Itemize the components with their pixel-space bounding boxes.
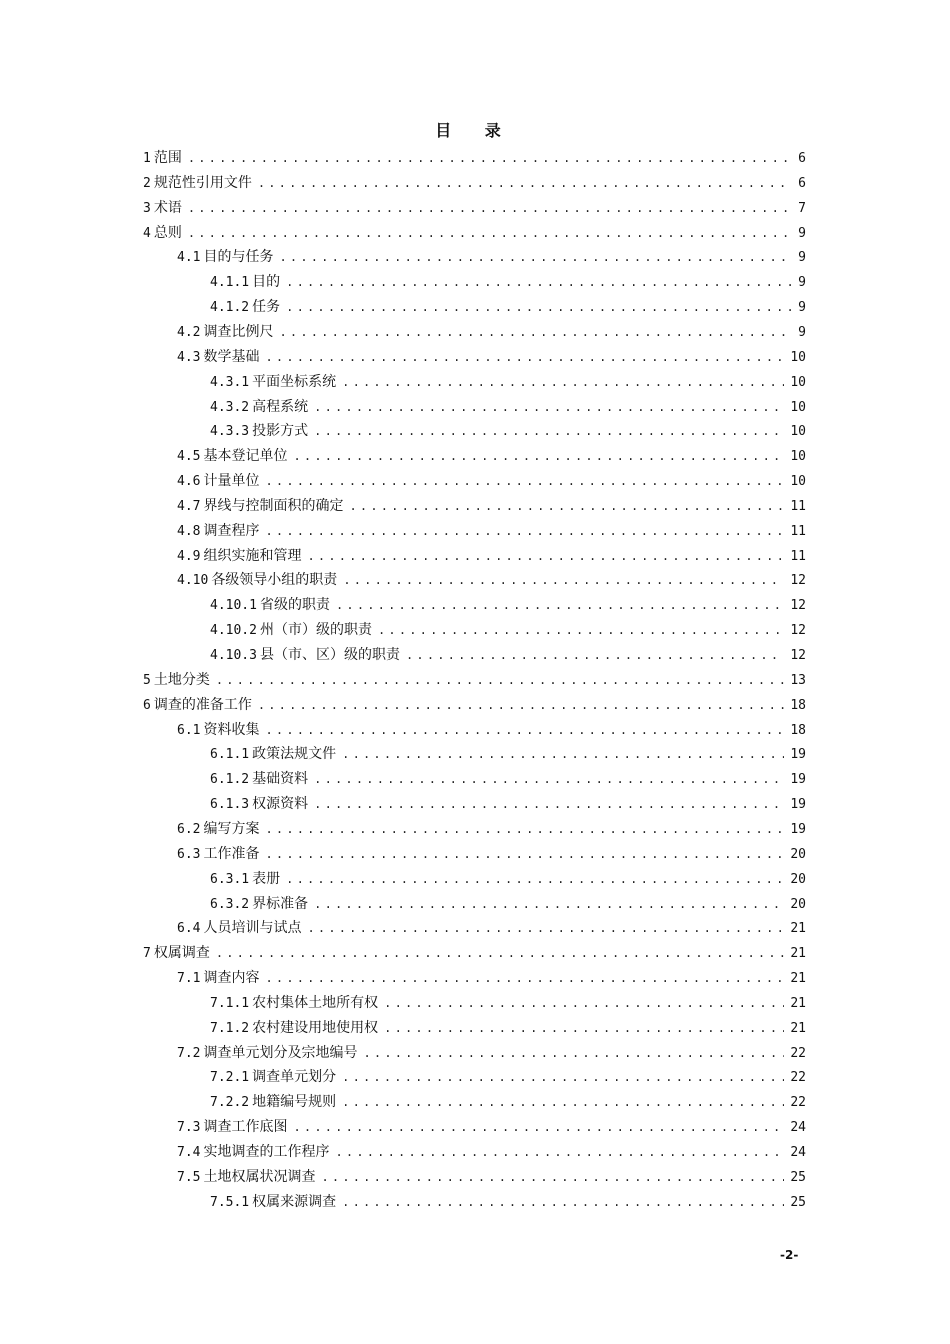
toc-entry-label: 调查比例尺 [203,323,274,340]
toc-entry-label: 任务 [252,299,281,316]
toc-entry-number: 7.3 [177,1120,201,1136]
toc-entry-number: 4.6 [177,474,201,490]
toc-entry-page: 22 [790,1045,806,1061]
toc-entry-number: 6.1.3 [210,797,250,813]
toc-entry-number: 7.1 [177,971,201,987]
toc-entry-number: 4.10.3 [210,648,257,663]
toc-entry[interactable] [177,817,806,841]
toc-entry[interactable] [210,1016,806,1040]
toc-entry-page: 18 [790,722,806,738]
toc-entry-page: 12 [790,598,806,614]
toc-entry-number: 4.3.3 [210,424,250,440]
toc-entry-label: 计量单位 [203,473,260,490]
toc-entry-number: 6.3.1 [210,871,250,887]
toc-entry-label: 调查单元划分及宗地编号 [203,1044,358,1061]
toc-entry-page: 24 [790,1120,806,1136]
toc-entry-page: 19 [790,797,806,813]
toc-entry-label: 土地权属状况调查 [203,1168,316,1185]
toc-leader-dots [258,693,785,717]
toc-entry-label: 州（市）级的职责 [259,622,372,639]
toc-entry[interactable] [210,270,806,294]
toc-entry[interactable] [210,767,806,791]
toc-entry-number: 6.1.2 [210,772,250,788]
toc-entry-number: 5 [143,672,151,688]
toc-entry[interactable] [210,395,806,419]
toc-entry-page: 13 [790,672,806,688]
toc-entry[interactable] [177,966,806,990]
toc-entry-number: 4.10.1 [210,598,257,614]
toc-entry-label: 人员培训与试点 [203,920,302,937]
toc-leader-dots [286,867,784,891]
toc-leader-dots [265,345,784,369]
toc-entry[interactable] [143,221,806,245]
toc-entry-page: 10 [790,399,806,415]
toc-leader-dots [188,196,792,220]
toc-leader-dots [307,544,784,568]
toc-entry-label: 编写方案 [203,820,260,837]
toc-entry-number: 4.1.2 [210,300,250,316]
toc-entry-number: 4.7 [177,498,201,514]
toc-entry-label: 目的 [252,274,281,291]
toc-entry-page: 21 [790,1020,806,1036]
toc-entry-label: 数学基础 [203,348,260,365]
toc-entry-label: 目的与任务 [203,249,274,266]
toc-entry-page: 19 [790,772,806,788]
toc-leader-dots [265,817,784,841]
toc-leader-dots [307,916,784,940]
toc-entry-label: 实地调查的工作程序 [203,1144,330,1160]
toc-entry-number: 7.2.2 [210,1095,250,1111]
toc-leader-dots [265,519,784,543]
toc-entry-page: 22 [790,1070,806,1086]
toc-entry-number: 4.9 [177,548,201,564]
toc-entry-page: 20 [790,896,806,912]
toc-entry[interactable] [177,718,806,742]
toc-entry-page: 6 [798,151,806,166]
toc-entry-number: 4.10 [177,573,209,589]
toc-leader-dots [265,718,784,742]
toc-entry-label: 基本登记单位 [203,448,288,465]
toc-leader-dots [216,941,785,965]
toc-leader-dots [342,1190,784,1214]
toc-entry[interactable] [143,171,806,195]
toc-entry-page: 21 [790,946,806,962]
toc-entry-label: 省级的职责 [259,597,330,614]
toc-entry-number: 4.3 [177,349,201,365]
toc-entry-page: 10 [790,349,806,365]
toc-entry-label: 投影方式 [252,423,309,440]
toc-entry-page: 9 [798,225,806,241]
toc-entry-page: 21 [790,921,806,937]
toc-leader-dots [188,146,792,170]
toc-entry-number: 2 [143,175,151,191]
toc-leader-dots [335,1140,784,1164]
toc-entry-page: 11 [790,498,806,514]
toc-entry[interactable] [210,295,806,319]
toc-entry[interactable] [143,941,806,965]
toc-entry-label: 组织实施和管理 [203,547,302,564]
toc-entry-label: 调查的准备工作 [153,696,252,713]
toc-entry-label: 范围 [153,150,182,166]
toc-entry[interactable] [143,693,806,717]
toc-entry-number: 6.4 [177,921,201,937]
toc-entry-number: 4.10.2 [210,623,257,639]
toc-entry[interactable] [143,196,806,220]
toc-entry[interactable] [210,742,806,766]
toc-leader-dots [406,643,784,667]
toc-entry-page: 19 [790,747,806,763]
toc-entry-label: 规范性引用文件 [153,174,252,191]
toc-entry-page: 21 [790,995,806,1011]
toc-entry-label: 地籍编号规则 [252,1094,337,1111]
toc-entry-label: 农村建设用地使用权 [252,1019,379,1036]
toc-entry-label: 权属来源调查 [252,1193,337,1210]
toc-entry-number: 7.5 [177,1169,201,1185]
toc-entry-label: 土地分类 [153,671,210,688]
toc-entry-number: 4.3.2 [210,399,250,415]
toc-entry-label: 工作准备 [203,845,260,862]
toc-leader-dots [314,792,784,816]
toc-leader-dots [293,444,784,468]
toc-entry[interactable] [177,320,806,344]
toc-leader-dots [314,892,784,916]
toc-leader-dots [314,419,784,443]
toc-entry-number: 4.1 [177,250,201,266]
toc-leader-dots [265,842,784,866]
toc-entry-page: 21 [790,971,806,987]
toc-entry-page: 12 [790,648,806,663]
toc-entry-page: 10 [790,474,806,490]
toc-entry-label: 表册 [252,870,281,887]
toc-entry[interactable] [177,1041,806,1065]
toc-leader-dots [343,568,784,592]
toc-entry-page: 10 [790,449,806,465]
toc-entry-page: 25 [790,1194,806,1210]
toc-entry-number: 7.1.1 [210,995,250,1011]
toc-entry-page: 19 [790,821,806,837]
toc-entry[interactable] [210,867,806,891]
toc-entry[interactable] [177,444,806,468]
toc-entry[interactable] [210,892,806,916]
toc-entry[interactable] [177,519,806,543]
toc-entry-label: 调查程序 [203,522,260,539]
toc-entry-number: 6.1 [177,722,201,738]
toc-entry-page: 25 [790,1169,806,1185]
toc-entry[interactable] [210,370,806,394]
toc-entry[interactable] [210,593,806,617]
toc-leader-dots [363,1041,784,1065]
toc-leader-dots [342,1090,784,1114]
toc-leader-dots [265,469,784,493]
toc-entry-label: 县（市、区）级的职责 [259,647,400,663]
toc-entry-page: 24 [790,1145,806,1160]
toc-entry-number: 7.4 [177,1145,201,1160]
toc-entry[interactable] [177,842,806,866]
toc-entry-page: 12 [790,623,806,639]
toc-entry-label: 政策法规文件 [252,746,337,763]
toc-entry[interactable] [210,1190,806,1214]
toc-leader-dots [286,295,792,319]
toc-entry-number: 4 [143,225,151,241]
toc-entry-label: 资料收集 [203,721,260,738]
toc-entry-page: 10 [790,374,806,390]
toc-entry-page: 22 [790,1095,806,1111]
toc-leader-dots [378,618,784,642]
toc-leader-dots [279,245,792,269]
toc-entry[interactable] [177,1165,806,1189]
toc-entry-number: 1 [143,151,151,166]
toc-entry-number: 4.3.1 [210,374,250,390]
toc-entry-number: 4.2 [177,324,201,340]
toc-entry[interactable] [210,1090,806,1114]
toc-entry[interactable] [210,991,806,1015]
toc-entry-number: 7 [143,946,151,962]
toc-leader-dots [314,767,784,791]
toc-entry[interactable] [177,494,806,518]
toc-entry-page: 20 [790,846,806,862]
toc-leader-dots [342,742,784,766]
toc-title: 目 录 [435,121,515,140]
toc-entry-label: 调查内容 [203,970,260,987]
toc-entry-number: 4.5 [177,449,201,465]
toc-entry-label: 界标准备 [252,895,309,912]
toc-entry-number: 4.8 [177,523,201,539]
toc-entry-page: 6 [798,175,806,191]
toc-entry[interactable] [177,345,806,369]
toc-leader-dots [216,668,785,692]
toc-leader-dots [321,1165,784,1189]
toc-entry[interactable] [210,419,806,443]
toc-entry-label: 权属调查 [153,945,210,962]
toc-entry-number: 4.1.1 [210,275,250,291]
toc-entry-label: 平面坐标系统 [252,373,337,390]
toc-entry-page: 7 [798,200,806,216]
toc-entry[interactable] [210,792,806,816]
toc-entry-number: 7.2.1 [210,1070,250,1086]
toc-entry-number: 6.1.1 [210,747,250,763]
toc-leader-dots [384,1016,784,1040]
toc-entry[interactable] [210,618,806,642]
toc-entry-page: 18 [790,697,806,713]
toc-entry-page: 11 [790,523,806,539]
toc-leader-dots [349,494,784,518]
toc-leader-dots [336,593,784,617]
toc-entry[interactable] [177,1140,806,1164]
toc-entry-label: 界线与控制面积的确定 [203,497,344,514]
toc-entry-page: 9 [798,275,806,291]
toc-entry[interactable] [177,245,806,269]
toc-entry-label: 高程系统 [252,398,309,415]
toc-entry-label: 权源资料 [252,796,309,813]
toc-entry-number: 6.3.2 [210,896,250,912]
toc-leader-dots [384,991,784,1015]
toc-entry[interactable] [143,668,806,692]
toc-entry-number: 6 [143,697,151,713]
toc-entry-number: 7.1.2 [210,1020,250,1036]
page-number-footer: -2- [780,1248,799,1262]
toc-entry-page: 12 [790,573,806,589]
toc-entry-number: 7.2 [177,1045,201,1061]
toc-entry-page: 9 [798,250,806,266]
toc-entry-number: 3 [143,200,151,216]
toc-entry-label: 总则 [153,224,182,241]
toc-entry-label: 调查单元划分 [252,1069,337,1086]
toc-entry-label: 术语 [153,199,182,216]
toc-entry-number: 7.5.1 [210,1194,250,1210]
toc-leader-dots [293,1115,784,1139]
toc-entry-page: 9 [798,300,806,316]
toc-entry[interactable] [177,544,806,568]
toc-entry-page: 11 [790,548,806,564]
toc-entry-page: 20 [790,871,806,887]
toc-leader-dots [342,370,784,394]
toc-entry-page: 9 [798,324,806,340]
toc-leader-dots [265,966,784,990]
toc-entry-page: 10 [790,424,806,440]
toc-leader-dots [188,221,792,245]
toc-leader-dots [314,395,784,419]
toc-entry[interactable] [210,643,806,667]
toc-entry-label: 基础资料 [252,771,309,788]
toc-entry[interactable] [177,568,806,592]
toc-leader-dots [342,1065,784,1089]
toc-entry[interactable] [177,916,806,940]
toc-entry-number: 6.2 [177,821,201,837]
toc-entry-label: 农村集体土地所有权 [252,994,379,1011]
toc-entry-label: 各级领导小组的职责 [211,572,338,589]
toc-leader-dots [279,320,792,344]
toc-leader-dots [258,171,792,195]
toc-entry-label: 调查工作底图 [203,1119,288,1136]
toc-leader-dots [286,270,792,294]
toc-entry[interactable] [177,1115,806,1139]
toc-entry[interactable] [177,469,806,493]
toc-entry[interactable] [143,146,806,170]
toc-entry-number: 6.3 [177,846,201,862]
toc-entry[interactable] [210,1065,806,1089]
